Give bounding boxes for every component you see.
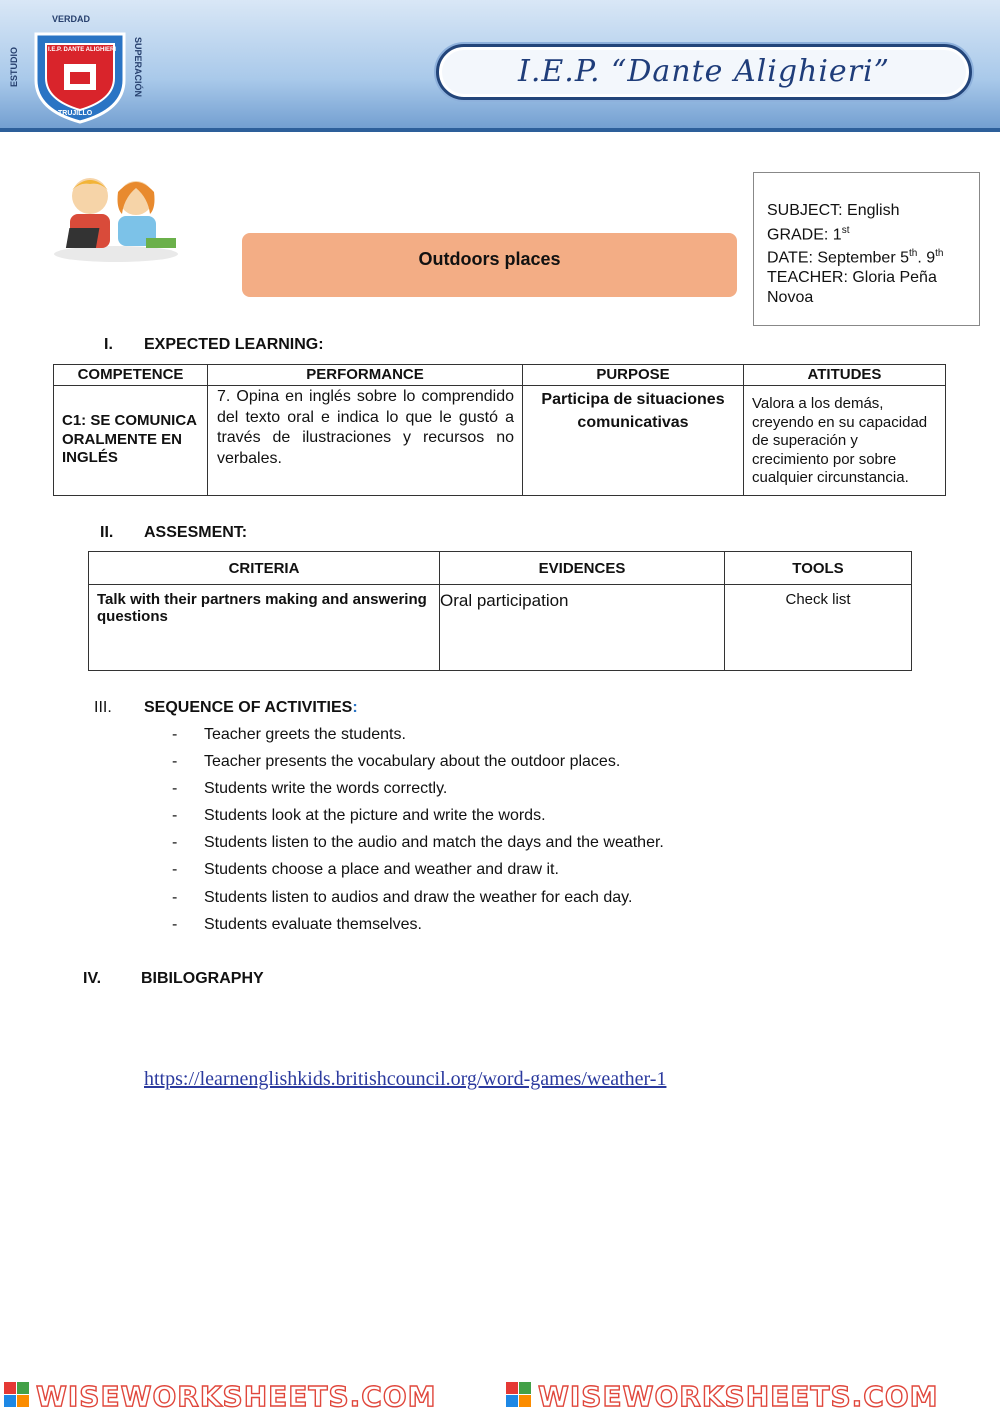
section-bibliography: IV. BIBILOGRAPHY	[83, 970, 264, 987]
purpose-cell: Participa de situaciones comunicativas	[523, 386, 744, 496]
header-evidences: EVIDENCES	[440, 552, 725, 585]
header-performance: PERFORMANCE	[208, 365, 523, 386]
performance-cell: 7. Opina en inglés sobre lo comprendido del texto oral e indica lo que le gustó a través de ilustraciones y recursos no verbales.	[208, 386, 523, 496]
attitudes-cell: Valora a los demás, creyendo en su capacidad de superación y crecimiento por sobre cualquier circunstancia.	[744, 386, 946, 496]
watermark-text-1: WISEWORKSHEETS.COM	[36, 1380, 437, 1413]
list-item: - Teacher greets the students.	[172, 726, 406, 743]
list-item: - Students look at the picture and write the words.	[172, 807, 546, 825]
evidences-cell: Oral participation	[440, 585, 725, 671]
list-item: - Students choose a place and weather and draw it.	[172, 861, 559, 879]
header-purpose: PURPOSE	[523, 365, 744, 386]
teacher-line: TEACHER: Gloria Peña Novoa	[767, 269, 937, 306]
header-criteria: CRITERIA	[89, 552, 440, 585]
list-item: - Students write the words correctly.	[172, 780, 448, 798]
crest-bottom-text: TRUJILLO	[58, 110, 93, 117]
kids-illustration	[50, 168, 182, 264]
header-tools: TOOLS	[725, 552, 912, 585]
school-name: I.E.P. “Dante Alighieri”	[518, 54, 890, 89]
section-expected-learning: I. EXPECTED LEARNING:	[104, 336, 324, 353]
crest-inner-text: I.E.P. DANTE ALIGHIERI	[47, 47, 116, 53]
competence-cell: C1: SE COMUNICA ORALMENTE EN INGLÉS	[54, 386, 208, 496]
list-item: - Students listen to the audio and match the days and the weather.	[172, 834, 664, 852]
section-activities: III. SEQUENCE OF ACTIVITIES:	[94, 699, 358, 716]
assessment-table	[88, 551, 912, 671]
header-attitudes: ATITUDES	[744, 365, 946, 386]
wise-logo-icon	[4, 1382, 29, 1407]
activities-list	[172, 724, 664, 941]
wise-logo-icon	[506, 1382, 531, 1407]
header-divider	[0, 128, 1000, 132]
header-competence: COMPETENCE	[54, 365, 208, 386]
list-item: - Students evaluate themselves.	[172, 915, 422, 933]
grade-line: GRADE: 1st	[767, 224, 850, 243]
bibliography-link[interactable]: https://learnenglishkids.britishcouncil.org/word-games/weather-1	[144, 1068, 667, 1090]
subject-line: SUBJECT: English	[767, 202, 900, 219]
info-box	[753, 172, 980, 326]
list-item: - Teacher presents the vocabulary about the outdoor places.	[172, 753, 621, 771]
crest-right-text: SUPERACIÓN	[133, 36, 144, 98]
list-item: - Students listen to audios and draw the weather for each day.	[172, 888, 633, 906]
footer-watermark	[0, 1376, 1000, 1413]
criteria-cell: Talk with their partners making and answering questions	[89, 585, 440, 671]
topic-title: Outdoors places	[242, 233, 737, 297]
school-crest	[9, 12, 147, 124]
expected-learning-table	[53, 364, 946, 496]
school-title-banner	[436, 44, 972, 100]
crest-top-text: VERDAD	[52, 14, 91, 24]
tools-cell: Check list	[725, 585, 912, 671]
date-line: DATE: September 5th. 9th	[767, 248, 944, 267]
watermark-text-2: WISEWORKSHEETS.COM	[538, 1380, 939, 1413]
section-assessment: II. ASSESMENT:	[100, 524, 248, 541]
crest-left-text: ESTUDIO	[9, 46, 20, 88]
